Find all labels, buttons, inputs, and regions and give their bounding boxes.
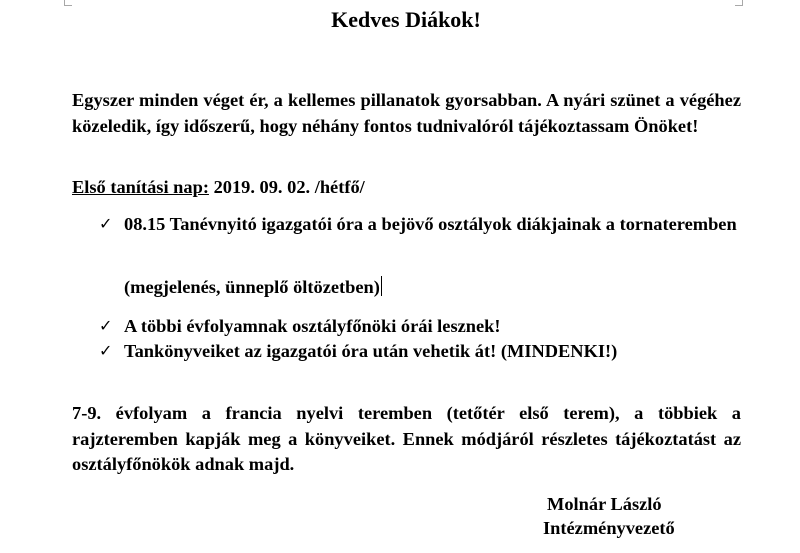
attire-note-text: (megjelenés, ünneplő öltözetben) [124, 277, 380, 297]
first-day-label: Első tanítási nap: [72, 177, 209, 197]
list-item [99, 314, 741, 340]
signature-role: Intézményvezető [543, 518, 675, 538]
text-cursor [381, 276, 382, 296]
signature-name: Molnár László [547, 494, 662, 514]
attire-note[interactable] [124, 275, 382, 300]
check-icon: ✓ [99, 343, 113, 360]
check-icon: ✓ [99, 216, 113, 233]
first-day-value: 2019. 09. 02. /hétfő/ [213, 177, 365, 197]
letter-title: Kedves Diákok! [331, 7, 481, 32]
list-item [99, 339, 741, 365]
first-day-line [72, 175, 365, 200]
check-icon: ✓ [99, 318, 113, 335]
list-item-text: 08.15 Tanévnyitó igazgatói óra a bejövő osztályok diákjainak a tornateremben [124, 214, 737, 234]
intro-paragraph: Egyszer minden véget ér, a kellemes pillanatok gyorsabban. A nyári szünet a végéhez közeledik, így időszerű, hogy néhány fontos tudnivalóról tájékoztassam Önöket! [72, 90, 741, 136]
outro-paragraph: 7-9. évfolyam a francia nyelvi teremben (tetőtér első terem), a többiek a rajzteremben kapják meg a könyveiket. Ennek módjáról részletes tájékoztatást az osztályfőnökök adnak majd. [72, 403, 741, 474]
list-item-text: Tankönyveiket az igazgatói óra után vehetik át! (MINDENKI!) [124, 341, 618, 361]
list-item [99, 212, 741, 238]
list-item-text: A többi évfolyamnak osztályfőnöki órái lesznek! [124, 316, 501, 336]
